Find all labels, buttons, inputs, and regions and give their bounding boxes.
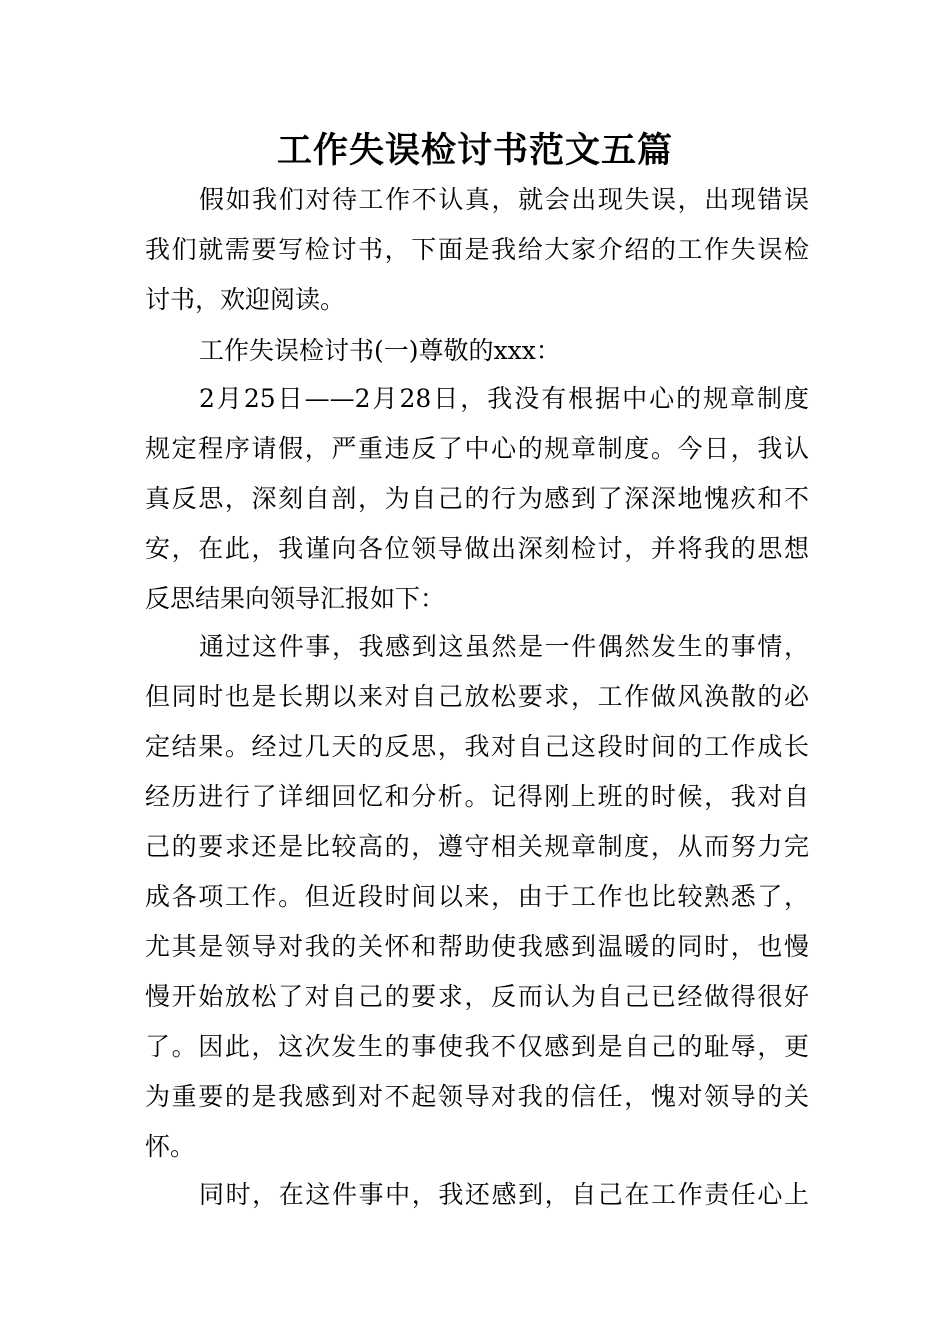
paragraph-line: 通过这件事，我感到这虽然是一件偶然发生的事情， — [199, 632, 809, 661]
paragraph-5 — [145, 1170, 809, 1220]
paragraph-line: 慢开始放松了对自己的要求，反而认为自己已经做得很好 — [145, 982, 809, 1011]
paragraph-line: 真反思，深刻自剖，为自己的行为感到了深深地愧疚和不 — [145, 484, 809, 513]
paragraph-line: 为重要的是我感到对不起领导对我的信任，愧对领导的关 — [145, 1082, 809, 1111]
paragraph-line: 反思结果向领导汇报如下： — [145, 584, 446, 613]
paragraph-line: 讨书，欢迎阅读。 — [145, 285, 346, 314]
paragraph-line: 但同时也是长期以来对自己放松要求，工作做风涣散的必 — [145, 682, 809, 711]
paragraph-line: 2月25日——2月28日，我没有根据中心的规章制度 — [199, 384, 809, 413]
paragraph-line: 假如我们对待工作不认真，就会出现失误，出现错误 — [199, 185, 809, 214]
paragraph-line: 定结果。经过几天的反思，我对自己这段时间的工作成长 — [145, 732, 809, 761]
paragraph-line: 工作失误检讨书(一)尊敬的xxx： — [199, 336, 561, 365]
paragraph-line: 了。因此，这次发生的事使我不仅感到是自己的耻辱，更 — [145, 1032, 809, 1061]
paragraph-line: 己的要求还是比较高的，遵守相关规章制度，从而努力完 — [145, 832, 809, 861]
paragraph-line: 成各项工作。但近段时间以来，由于工作也比较熟悉了， — [145, 882, 809, 911]
document-title: 工作失误检讨书范文五篇 — [276, 131, 673, 171]
paragraph-line: 我们就需要写检讨书，下面是我给大家介绍的工作失误检 — [145, 235, 809, 264]
paragraph-4 — [145, 622, 809, 1172]
paragraph-line: 尤其是领导对我的关怀和帮助使我感到温暖的同时，也慢 — [145, 932, 809, 961]
paragraph-line: 规定程序请假，严重违反了中心的规章制度。今日，我认 — [145, 434, 809, 463]
paragraph-line: 怀。 — [145, 1132, 196, 1161]
paragraph-2 — [145, 326, 809, 376]
paragraph-1 — [145, 175, 809, 325]
paragraph-line: 同时，在这件事中，我还感到，自己在工作责任心上 — [199, 1180, 809, 1209]
paragraph-3 — [145, 374, 809, 624]
paragraph-line: 安，在此，我谨向各位领导做出深刻检讨，并将我的思想 — [145, 534, 809, 563]
paragraph-line: 经历进行了详细回忆和分析。记得刚上班的时候，我对自 — [145, 782, 809, 811]
